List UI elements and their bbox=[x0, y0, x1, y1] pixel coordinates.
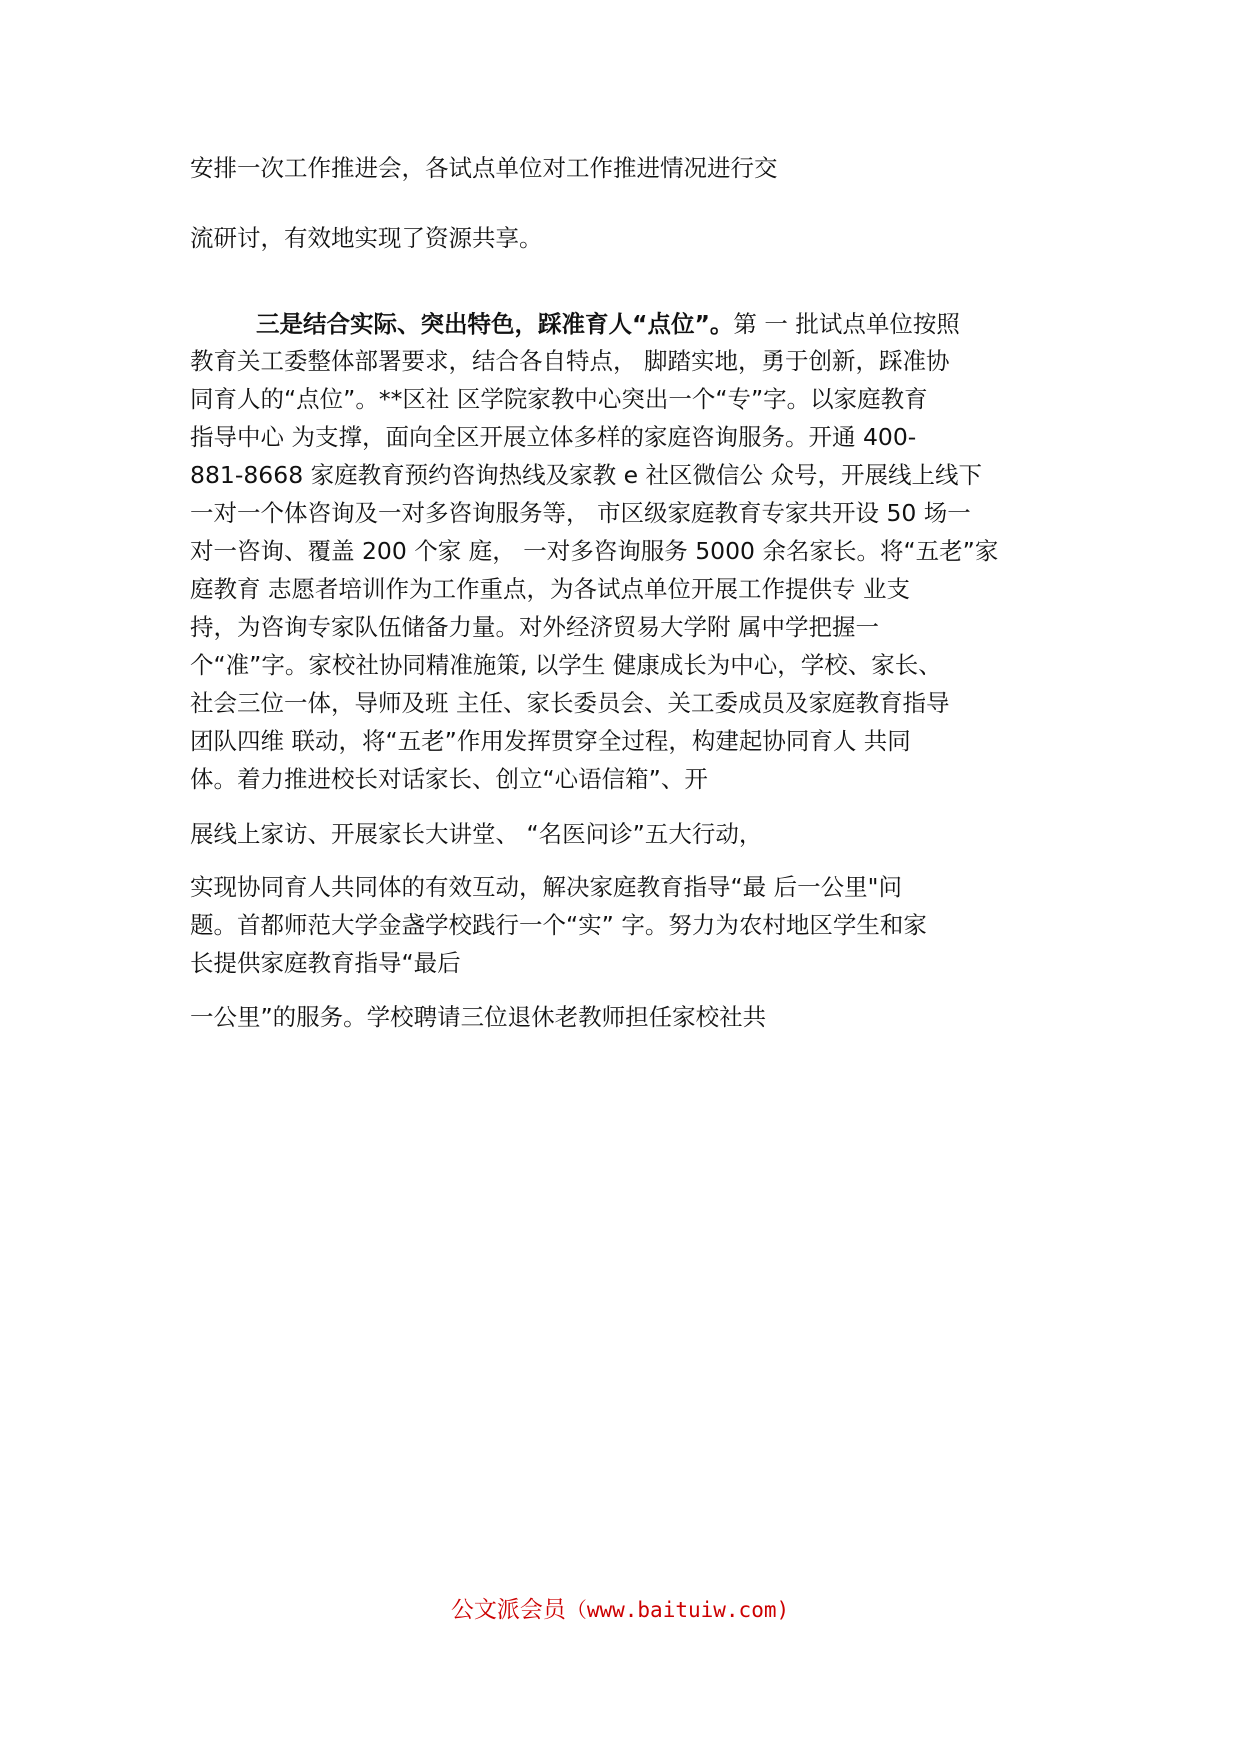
footer-watermark bbox=[0, 1594, 1240, 1626]
footer-label: 公文派会员 bbox=[450, 1597, 566, 1623]
text-line: 个“准”字。家校社协同精准施策, 以学生 健康成长为中心，学校、家长、 bbox=[190, 651, 942, 679]
text-line: 长提供家庭教育指导“最后 bbox=[190, 949, 461, 977]
text-line: 流研讨，有效地实现了资源共享。 bbox=[190, 224, 543, 252]
text-line: 一对一个体咨询及一对多咨询服务等， 市区级家庭教育专家共开设 50 场一 bbox=[190, 499, 971, 527]
text-line: 对一咨询、覆盖 200 个家 庭， 一对多咨询服务 5000 余名家长。将“五老”家 bbox=[190, 537, 999, 565]
text-line: 题。首都师范大学金盏学校践行一个“实” 字。努力为农村地区学生和家 bbox=[190, 911, 927, 939]
text-line: 团队四维 联动，将“五老”作用发挥贯穿全过程，构建起协同育人 共同 bbox=[190, 727, 911, 755]
text-line: 庭教育 志愿者培训作为工作重点，为各试点单位开展工作提供专 业支 bbox=[190, 575, 910, 603]
text-line: 社会三位一体，导师及班 主任、家长委员会、关工委成员及家庭教育指导 bbox=[190, 689, 950, 717]
text-line: 指导中心 为支撑，面向全区开展立体多样的家庭咨询服务。开通 400- bbox=[190, 423, 917, 451]
paragraph-first-line bbox=[256, 308, 1156, 340]
text-line: 第 一 批试点单位按照 bbox=[733, 310, 960, 338]
text-line: 展线上家访、开展家长大讲堂、 “名医问诊”五大行动， bbox=[190, 820, 763, 848]
text-line: 实现协同育人共同体的有效互动，解决家庭教育指导“最 后一公里"问 bbox=[190, 873, 902, 901]
text-line: 同育人的“点位”。**区社 区学院家教中心突出一个“专”字。以家庭教育 bbox=[190, 385, 928, 413]
text-line: 教育关工委整体部署要求，结合各自特点， 脚踏实地，勇于创新，踩准协 bbox=[190, 347, 950, 375]
text-line: 持，为咨询专家队伍储备力量。对外经济贸易大学附 属中学把握一 bbox=[190, 613, 879, 641]
text-line: 一公里”的服务。学校聘请三位退休老教师担任家校社共 bbox=[190, 1003, 767, 1031]
text-line: 881-8668 家庭教育预约咨询热线及家教 e 社区微信公 众号，开展线上线下 bbox=[190, 461, 982, 489]
text-line: 体。着力推进校长对话家长、创立“心语信箱”、开 bbox=[190, 765, 708, 793]
text-line: 安排一次工作推进会，各试点单位对工作推进情况进行交 bbox=[190, 154, 778, 182]
paragraph-heading: 三是结合实际、突出特色，踩准育人“点位”。 bbox=[256, 310, 734, 338]
footer-url: （www.baituiw.com) bbox=[565, 1598, 790, 1622]
